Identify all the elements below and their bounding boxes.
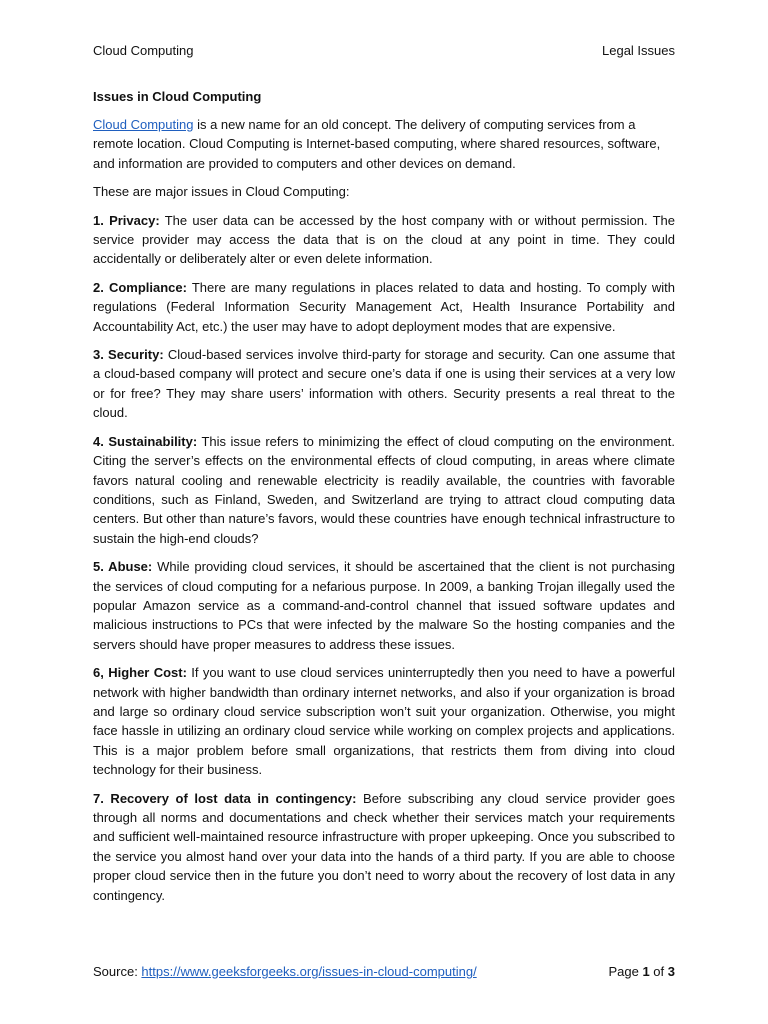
issue-term: 6, Higher Cost: [93, 665, 187, 681]
issue-text: This issue refers to minimizing the effect of cloud computing on the environment. Citing the server’s effects on the environmental effects of cloud computing, in areas where climate favors natural cooling and renewable electricity is readily available, the countries with favorable conditions, such as Finland, Sweden, and Switzerland are trying to attract cloud computing data centers. But other than nature’s favors, would these countries have enough technical infrastructure to sustain the high-end clouds? [93, 433, 675, 546]
issue-abuse-paragraph [93, 557, 675, 654]
document-title: Issues in Cloud Computing [93, 89, 262, 104]
page-footer [93, 963, 675, 981]
source-url-link[interactable]: https://www.geeksforgeeks.org/issues-in-cloud-computing/ [141, 964, 477, 979]
page-number [608, 963, 675, 981]
issue-term: 7. Recovery of lost data in contingency: [93, 790, 357, 806]
issue-text: The user data can be accessed by the host company with or without permission. The service provider may access the data that is on the cloud at any point in time. They could accidentally or deliberately alter or even delete information. [93, 212, 676, 267]
issue-recovery-paragraph [93, 789, 675, 905]
page-current: 1 [642, 964, 650, 979]
issue-privacy-paragraph [93, 211, 675, 269]
cloud-computing-link[interactable]: Cloud Computing [93, 117, 194, 132]
intro-paragraph [93, 115, 675, 173]
issue-text: While providing cloud services, it should be ascertained that the client is not purchasing the services of cloud computing for a nefarious purpose. In 2009, a banking Trojan illegally used the popular Amazon service as a command-and-control channel that issued software updates and malicious instructions to PCs that were infected by the malware So the hosting companies and the servers should have proper measures to address these issues. [93, 559, 675, 652]
issue-text: There are many regulations in places related to data and hosting. To comply with regulations (Federal Information Security Management Act, Health Insurance Portability and Accountability Act, etc.) the user may have to adopt deployment modes that are expensive. [93, 279, 675, 334]
source-label: Source: [93, 964, 142, 979]
issue-text: Cloud-based services involve third-party for storage and security. Can one assume that a cloud-based company will protect and secure one’s data if one is using their services at a very low or for free? They may share users’ information with others. Security presents a real threat to the cloud. [93, 347, 675, 421]
issue-text: Before subscribing any cloud service provider goes through all norms and documentations and check whether their services match your requirements and sufficient well-maintained resource infrastructure with proper upkeeping. Once you subscribed to the service you almost hand over your data into the hands of a third party. If you are able to choose proper cloud service then in the future you don’t need to worry about the recovery of lost data in any contingency. [93, 790, 675, 903]
document-body [93, 87, 675, 914]
issue-compliance-paragraph [93, 278, 675, 336]
header-left-text: Cloud Computing [93, 43, 194, 58]
header-right-text: Legal Issues [602, 43, 675, 58]
issue-term: 3. Security: [93, 347, 164, 363]
issue-security-paragraph [93, 345, 675, 423]
issue-term: 2. Compliance: [93, 279, 187, 295]
page-header [93, 42, 675, 60]
page-total: 3 [667, 964, 675, 979]
issue-term: 4. Sustainability: [93, 433, 198, 449]
issue-term: 1. Privacy: [93, 212, 160, 228]
issue-text: If you want to use cloud services uninterruptedly then you need to have a powerful network with higher bandwidth than ordinary internet networks, and also if your organization is broad and large so ordinary cloud service subscription won’t suit your organization. Otherwise, you might face hassle in utilizing an ordinary cloud service while working on complex projects and applications. This is a major problem before small organizations, that restricts them from diving into cloud technology for their business. [93, 665, 675, 778]
issue-term: 5. Abuse: [93, 559, 153, 575]
source-citation [93, 963, 477, 981]
issue-sustainability-paragraph [93, 432, 675, 548]
page-prefix: Page [608, 964, 643, 979]
page-of: of [649, 964, 668, 979]
issues-lead-paragraph: These are major issues in Cloud Computing: [93, 184, 350, 200]
intro-text: is a new name for an old concept. The delivery of computing services from a remote location. Cloud Computing is Internet-based computing, where shared resources, software, and information are provided to computers and other devices on demand. [93, 117, 661, 171]
issue-higher-cost-paragraph [93, 663, 675, 779]
